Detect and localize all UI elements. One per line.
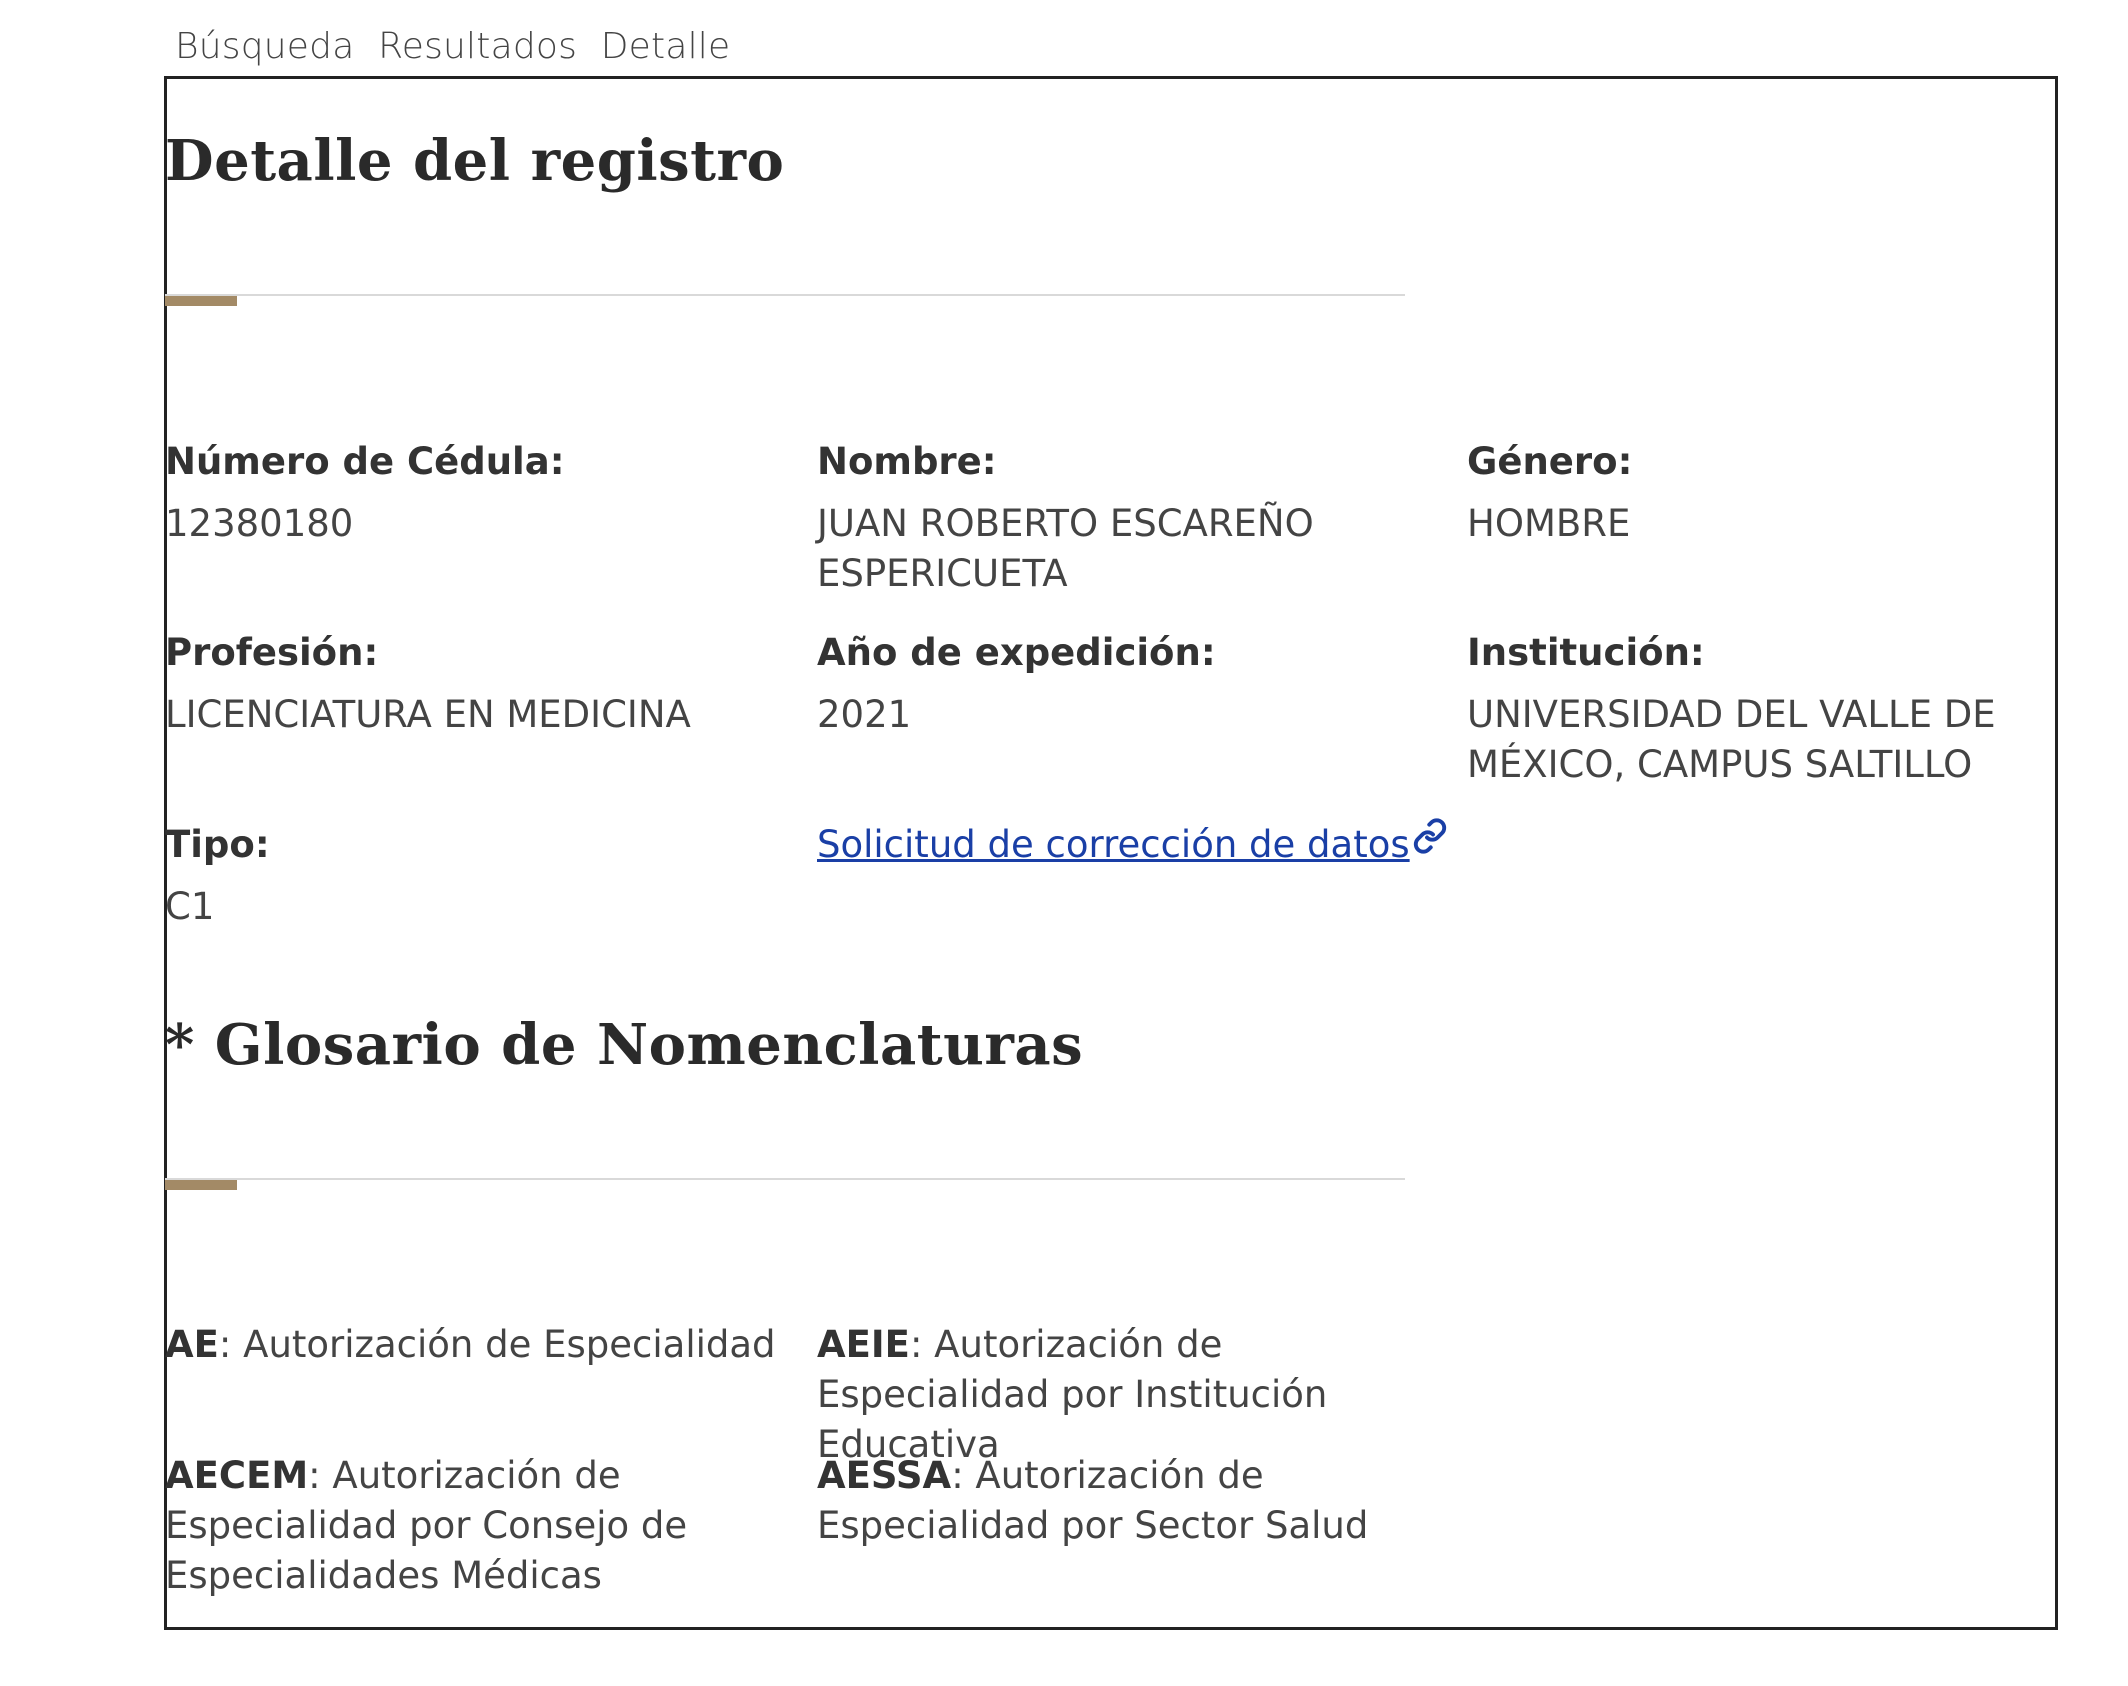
glossary-code: AECEM [165,1454,309,1497]
glossary-text: : Autorización de Especialidad por Institución Educativa [817,1323,1328,1466]
field-cedula [165,437,785,549]
field-profesion [165,628,785,740]
field-anio-value: 2021 [817,693,912,736]
field-nombre-value [817,499,1437,599]
field-nombre [817,437,1437,599]
section-divider [165,294,1405,296]
field-profesion-label: Profesión: [165,631,379,674]
glossary-divider [165,1178,1405,1180]
field-tipo [165,820,785,932]
glossary-code: AEIE [817,1323,910,1366]
field-institucion-value-line1: UNIVERSIDAD DEL VALLE DE [1467,693,1996,736]
glossary-item-ae [165,1320,785,1370]
field-nombre-value-line1: JUAN ROBERTO ESCAREÑO [817,502,1314,545]
field-institucion-value [1467,690,2087,790]
field-institucion-value-line2: MÉXICO, CAMPUS SALTILLO [1467,743,1973,786]
glossary-code: AE [165,1323,219,1366]
glossary-code: AESSA [817,1454,952,1497]
field-institucion [1467,628,2087,790]
field-anio [817,628,1437,740]
glossary-title: * Glosario de Nomenclaturas [165,1012,1084,1078]
page-title: Detalle del registro [165,128,785,194]
field-institucion-label: Institución: [1467,631,1705,674]
field-tipo-label: Tipo: [165,823,270,866]
external-link-icon[interactable] [1412,816,1448,869]
field-genero [1467,437,2087,549]
breadcrumb-resultados[interactable]: Resultados [378,26,578,67]
field-cedula-value: 12380180 [165,502,354,545]
glossary-divider-accent [165,1180,237,1190]
glossary-item-aessa [817,1451,1437,1551]
field-cedula-label: Número de Cédula: [165,440,565,483]
field-genero-value: HOMBRE [1467,502,1631,545]
breadcrumb [175,26,742,67]
field-nombre-value-line2: ESPERICUETA [817,552,1068,595]
field-tipo-value: C1 [165,885,215,928]
field-profesion-value: LICENCIATURA EN MEDICINA [165,693,691,736]
field-genero-label: Género: [1467,440,1633,483]
glossary-item-aeie [817,1320,1437,1470]
glossary-text: : Autorización de Especialidad por Sector Salud [817,1454,1369,1547]
breadcrumb-busqueda[interactable]: Búsqueda [175,26,355,67]
glossary-item-aecem [165,1451,785,1601]
section-divider-accent [165,296,237,306]
field-anio-label: Año de expedición: [817,631,1216,674]
breadcrumb-detalle: Detalle [600,26,731,67]
correction-link-label[interactable]: Solicitud de corrección de datos [817,823,1410,866]
field-nombre-label: Nombre: [817,440,997,483]
glossary-text: : Autorización de Especialidad [218,1323,776,1366]
correction-link[interactable] [817,820,1448,870]
glossary-text: : Autorización de Especialidad por Consejo de Especialidades Médicas [165,1454,688,1597]
